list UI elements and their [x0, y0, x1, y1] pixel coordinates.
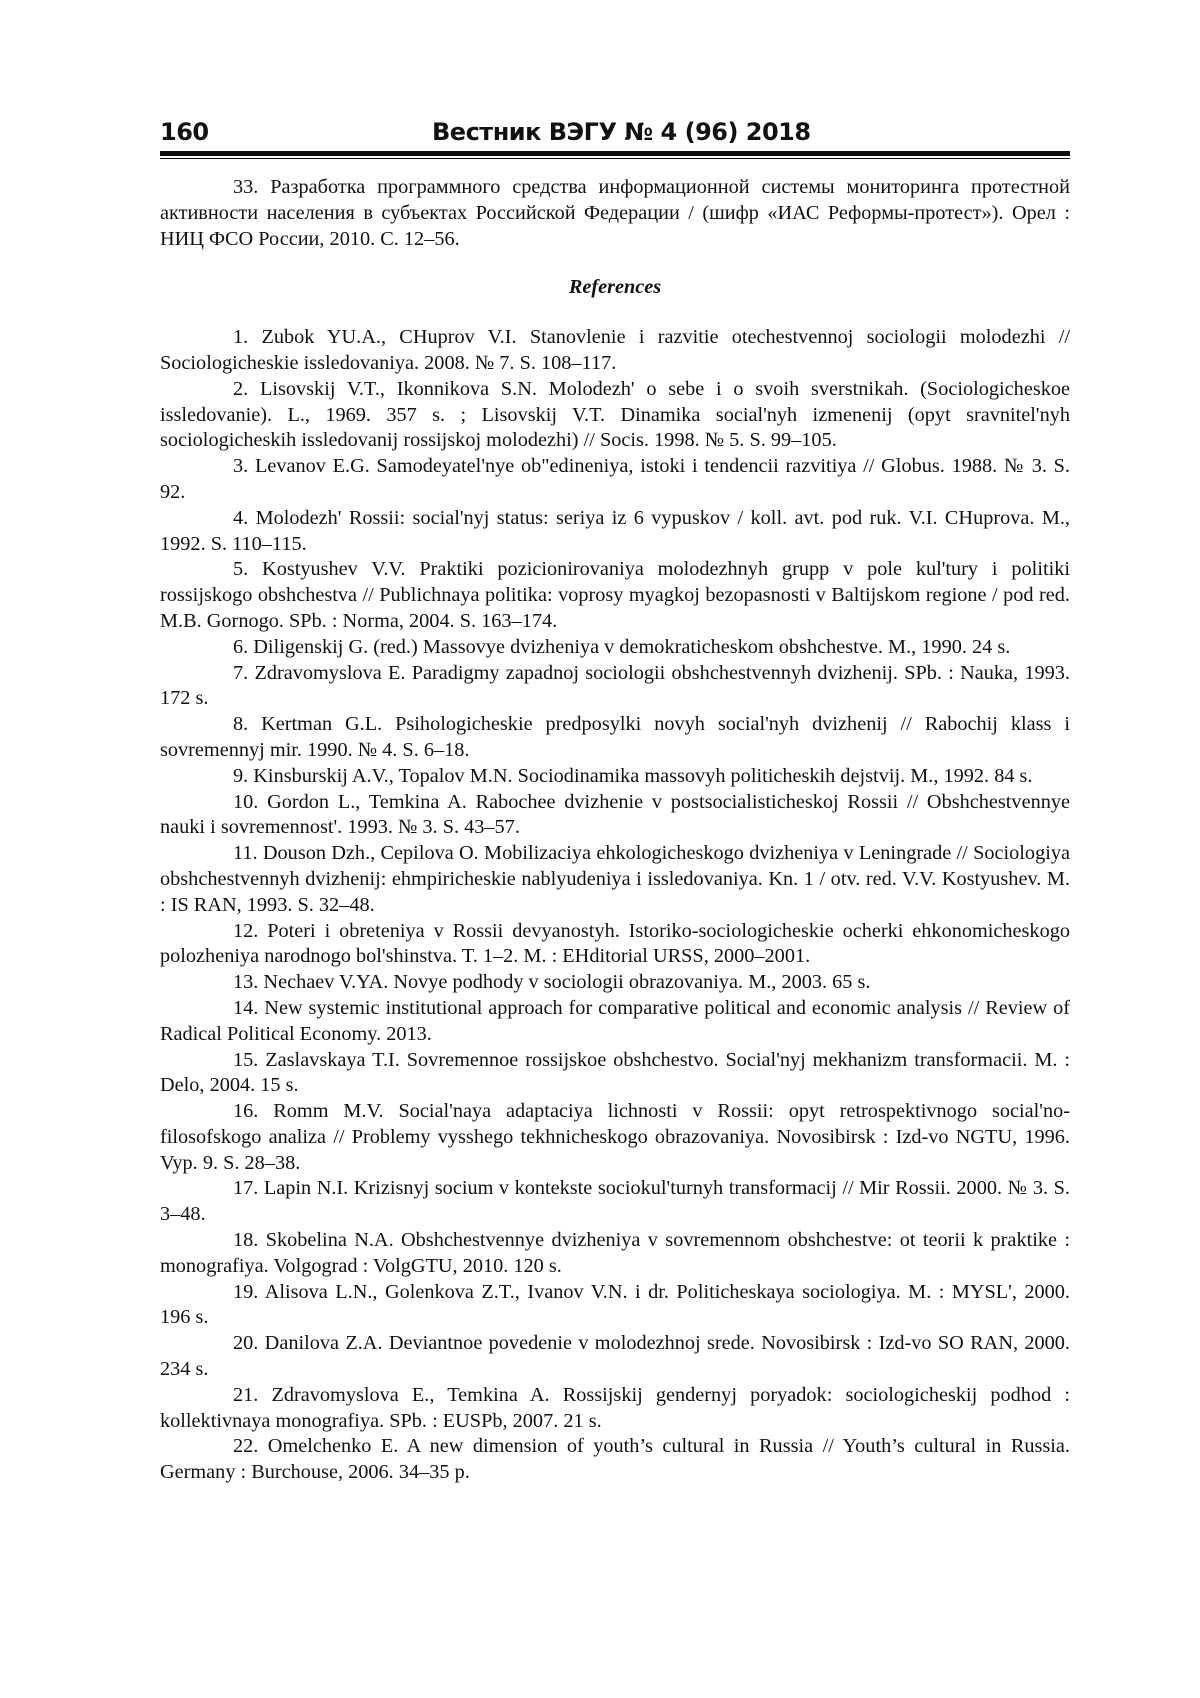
page-number: 160: [160, 118, 209, 146]
reference-entry: 9. Kinsburskij A.V., Topalov M.N. Sociodinamika massovyh politicheskih dejstvij. M., 1992. 84 s.: [233, 764, 1033, 787]
reference-entry: 15. Zaslavskaya T.I. Sovremennoe rossijskoe obshchestvo. Social'nyj mekhanizm transformacii. M. : Delo, 2004. 15 s.: [160, 1048, 1070, 1097]
reference-entry: 3. Levanov E.G. Samodeyatel'nye ob"edineniya, istoki i tendencii razvitiya // Globus. 1988. № 3. S. 92.: [160, 455, 1070, 503]
reference-entry: 19. Alisova L.N., Golenkova Z.T., Ivanov V.N. i dr. Politicheskaya sociologiya. M. : MYSL', 2000. 196 s.: [160, 1280, 1070, 1329]
reference-entry: 11. Douson Dzh., Cepilova O. Mobilizaciya ehkologicheskogo dvizheniya v Leningrade // Sociologiya obshchestvennyh dvizhenij: ehmpiricheskie nablyudeniya i issledovaniya. Kn. 1 / otv. red. V.V. Kostyushev. M. : IS RAN, 1993. S. 32–48.: [160, 842, 1070, 916]
reference-entry: 16. Romm M.V. Social'naya adaptaciya lichnosti v Rossii: opyt retrospektivnogo social'no-filosofskogo analiza // Problemy vysshego tekhnicheskogo obrazovaniya. Novosibirsk : Izd-vo NGTU, 1996. Vyp. 9. S. 28–38.: [160, 1100, 1070, 1174]
reference-entry: 2. Lisovskij V.T., Ikonnikova S.N. Molodezh' o sebe i o svoih sverstnikah. (Sociologicheskoe issledovanie). L., 1969. 357 s. ; Lisovskij V.T. Dinamika social'nyh izmenenij (opyt sravnitel'nyh sociologicheskih issledovanij rossijskoj molodezhi) // Socis. 1998. № 5. S. 99–105.: [160, 377, 1070, 452]
reference-entry: 10. Gordon L., Temkina A. Rabochee dvizhenie v postsocialisticheskoj Rossii // Obshchestvennye nauki i sovremennost'. 1993. № 3. S. 43–57.: [160, 790, 1070, 839]
reference-entry: 13. Nechaev V.YA. Novye podhody v sociologii obrazovaniya. M., 2003. 65 s.: [233, 971, 871, 994]
header-rule-thick: [160, 151, 1070, 156]
reference-entry: 5. Kostyushev V.V. Praktiki pozicionirovaniya molodezhnyh grupp v pole kul'tury i politiki rossijskogo obshchestva // Publichnaya politika: voprosy myagkoj bezopasnosti v Baltijskom regione / pod red. M.B. Gornogo. SPb. : Norma, 2004. S. 163–174.: [160, 558, 1070, 632]
reference-entry: 1. Zubok YU.A., CHuprov V.I. Stanovlenie i razvitie otechestvennoj sociologii molodezhi // Sociologicheskie issledovaniya. 2008. № 7. S. 108–117.: [160, 326, 1070, 374]
russian-reference-entry: 33. Разработка программного средства информационной системы мониторинга протестной активности населения в субъектах Российской Федерации / (шифр «ИАС Реформы-протест»). Орел : НИЦ ФСО России, 2010. С. 12–56.: [160, 176, 1070, 250]
reference-entry: 22. Omelchenko E. A new dimension of youth’s cultural in Russia // Youth’s cultural in Russia. Germany : Burchouse, 2006. 34–35 p.: [160, 1435, 1070, 1484]
reference-entry: 7. Zdravomyslova E. Paradigmy zapadnoj sociologii obshchestvennyh dvizhenij. SPb. : Nauka, 1993. 172 s.: [160, 661, 1070, 710]
references-list: [160, 325, 1070, 1486]
reference-entry: 17. Lapin N.I. Krizisnyj socium v kontekste sociokul'turnyh transformacij // Mir Rossii. 2000. № 3. S. 3–48.: [160, 1177, 1070, 1226]
reference-entry: 6. Diligenskij G. (red.) Massovye dvizheniya v demokraticheskom obshchestve. M., 1990. 24 s.: [233, 635, 1011, 658]
reference-entry: 18. Skobelina N.A. Obshchestvennye dvizheniya v sovremennom obshchestve: ot teorii k praktike : monografiya. Volgograd : VolgGTU, 2010. 120 s.: [160, 1229, 1070, 1277]
running-header: [160, 118, 1070, 148]
reference-entry: 14. New systemic institutional approach for comparative political and economic analysis // Review of Radical Political Economy. 2013.: [160, 996, 1070, 1045]
header-rule-thin: [160, 158, 1070, 159]
references-heading: References: [568, 276, 662, 299]
reference-entry: 4. Molodezh' Rossii: social'nyj status: seriya iz 6 vypuskov / koll. avt. pod ruk. V.I. CHuprova. M., 1992. S. 110–115.: [160, 506, 1070, 555]
journal-title: Вестник ВЭГУ № 4 (96) 2018: [432, 118, 811, 146]
page-body: [160, 175, 1070, 1486]
reference-entry: 20. Danilova Z.A. Deviantnoe povedenie v molodezhnoj srede. Novosibirsk : Izd-vo SO RAN, 2000. 234 s.: [160, 1332, 1070, 1381]
reference-entry: 21. Zdravomyslova E., Temkina A. Rossijskij gendernyj poryadok: sociologicheskij podhod : kollektivnaya monografiya. SPb. : EUSPb, 2007. 21 s.: [160, 1383, 1070, 1432]
reference-entry: 12. Poteri i obreteniya v Rossii devyanostyh. Istoriko-sociologicheskie ocherki ehkonomicheskogo polozheniya narodnogo bol'shinstva. T. 1–2. M. : EHditorial URSS, 2000–2001.: [160, 919, 1070, 968]
reference-entry: 8. Kertman G.L. Psihologicheskie predposylki novyh social'nyh dvizhenij // Rabochij klass i sovremennyj mir. 1990. № 4. S. 6–18.: [160, 713, 1070, 761]
